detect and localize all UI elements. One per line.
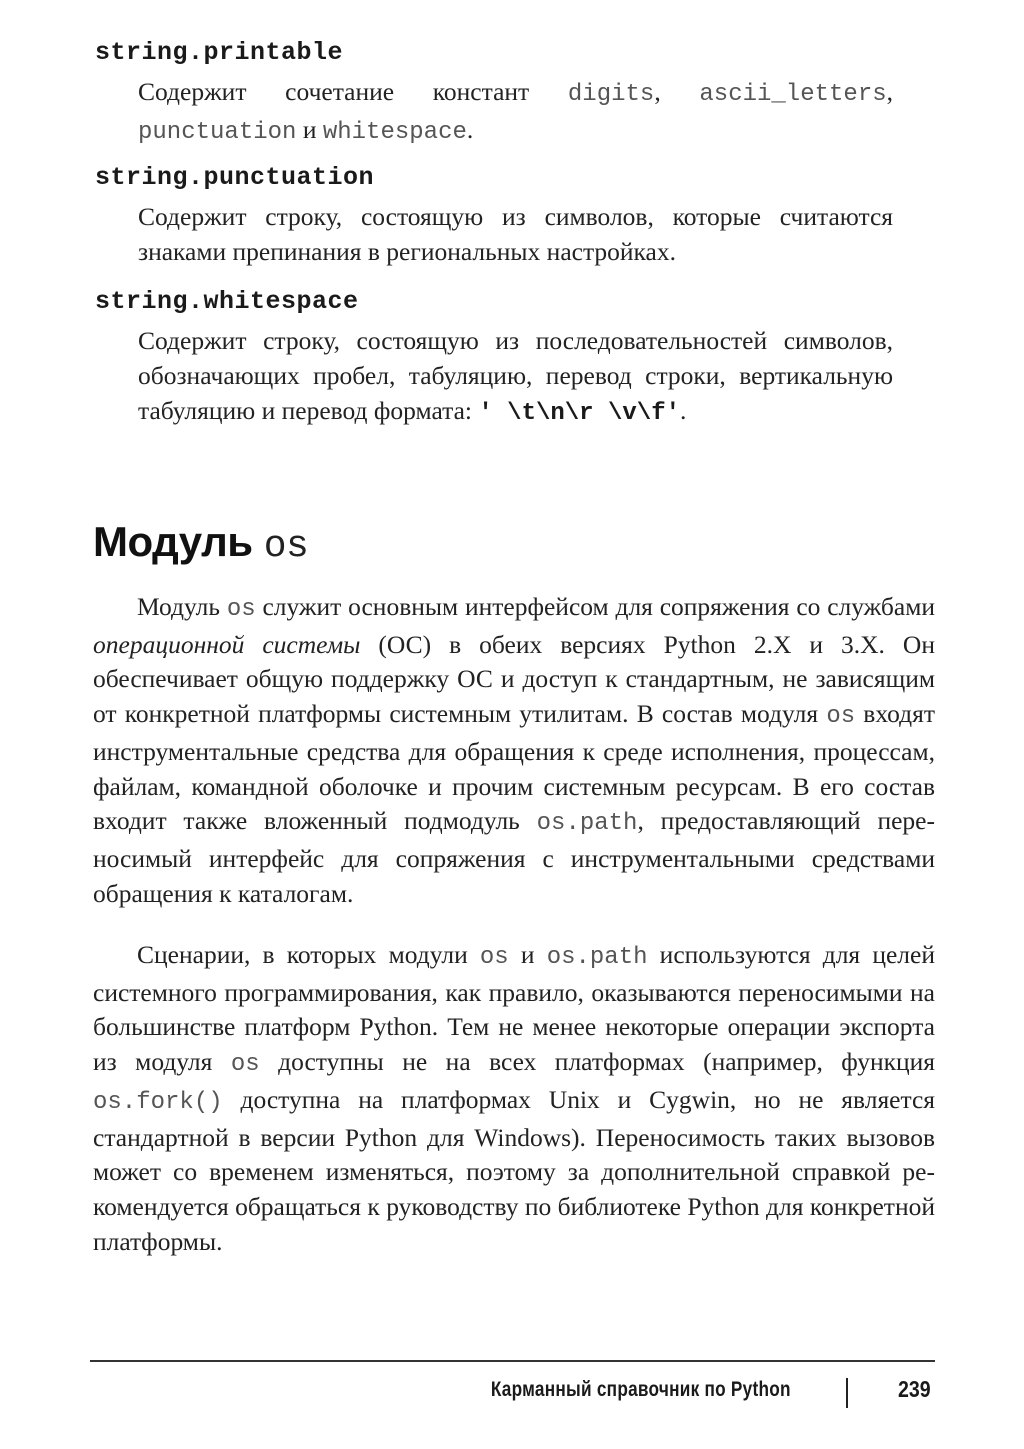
entry-term-punctuation: string.punctuation [95, 163, 375, 192]
code-os: os [226, 596, 256, 623]
footer-separator [846, 1378, 848, 1408]
para-text: Сценарии, в которых модули [137, 940, 480, 969]
code-ascii-letters: ascii_letters [699, 81, 887, 108]
page-number: 239 [898, 1376, 931, 1402]
para-text: Модуль [137, 592, 227, 621]
desc-text: Содержит сочетание констант [138, 77, 568, 106]
entry-term-printable: string.printable [95, 38, 344, 67]
section-heading [93, 518, 308, 568]
para-text: используются для целей системного программирования, как правило, оказываются переносимыми на большинстве платформ Python. Тем не менее некоторые операции экспорта из модуля [93, 940, 935, 1077]
entry-desc-printable [138, 74, 893, 150]
entry-desc-whitespace [138, 323, 893, 431]
desc-text: Содержит строку, состоящую из последовательностей символов, обозначающих пробел, табуляцию, перевод строки, вертикальную табуляцию и перевод формата: [138, 326, 893, 425]
entry-desc-punctuation: Содержит строку, состоящую из символов, которые считаются знаками препинания в региональных настройках. [138, 202, 893, 266]
footer-book-title: Карманный справочник по Python [491, 1378, 791, 1401]
desc-text: , [654, 77, 700, 106]
entry-term-whitespace: string.whitespace [95, 287, 359, 316]
desc-text: . [466, 115, 474, 144]
code-os: os [479, 944, 509, 971]
desc-text: . [680, 396, 687, 425]
para-text: доступна на платформах Unix и Cygwin, но не является стандартной в версии Python для Windows). Переносимость таких вызовов может со временем изменяться, поэтому за дополнительной справкой рекомендуется обращаться к руководству по библиотеке Python для конкретной платформы. [93, 1084, 935, 1256]
code-whitespace: whitespace [322, 119, 467, 146]
code-os-path: os.path [546, 944, 648, 971]
heading-code: os [263, 525, 309, 568]
para-text: и [508, 940, 547, 969]
code-os-fork: os.fork() [93, 1088, 223, 1116]
code-digits: digits [567, 81, 655, 108]
code-os-path: os.path [536, 810, 638, 838]
paragraph-2 [93, 938, 935, 1259]
desc-text: , [886, 77, 893, 106]
para-text: доступны не на всех платформах (например, функция [259, 1047, 936, 1077]
para-text: , предоставляющий переносимый интерфейс для сопряжения с инструментальными средствами обращения к каталогам. [93, 806, 935, 908]
footer-rule [90, 1360, 935, 1362]
code-os: os [826, 703, 856, 731]
para-text: входят инструментальные средства для обращения к среде исполнения, процессам, файлам, командной оболочке и прочим системным ресурсам. В его состав входит также вложенный подмодуль [93, 699, 935, 836]
code-os: os [230, 1051, 260, 1079]
code-whitespace-chars: ' \t\n\r \v\f' [478, 400, 680, 427]
heading-text: Модуль [93, 518, 253, 565]
para-text: (ОС) в обеих версиях Python 2.X и 3.X. Он обеспечивает общую поддержку ОС и доступ к стандартным, не зависящим от конкретной платформы системным утилитам. В состав модуля [93, 629, 935, 729]
desc-text: и [296, 115, 323, 144]
code-punctuation: punctuation [138, 119, 297, 146]
paragraph-1 [93, 590, 935, 911]
para-text: служит основным интерфейсом для сопряжения со службами [255, 592, 936, 621]
emphasis-os: операционной системы [93, 629, 361, 659]
